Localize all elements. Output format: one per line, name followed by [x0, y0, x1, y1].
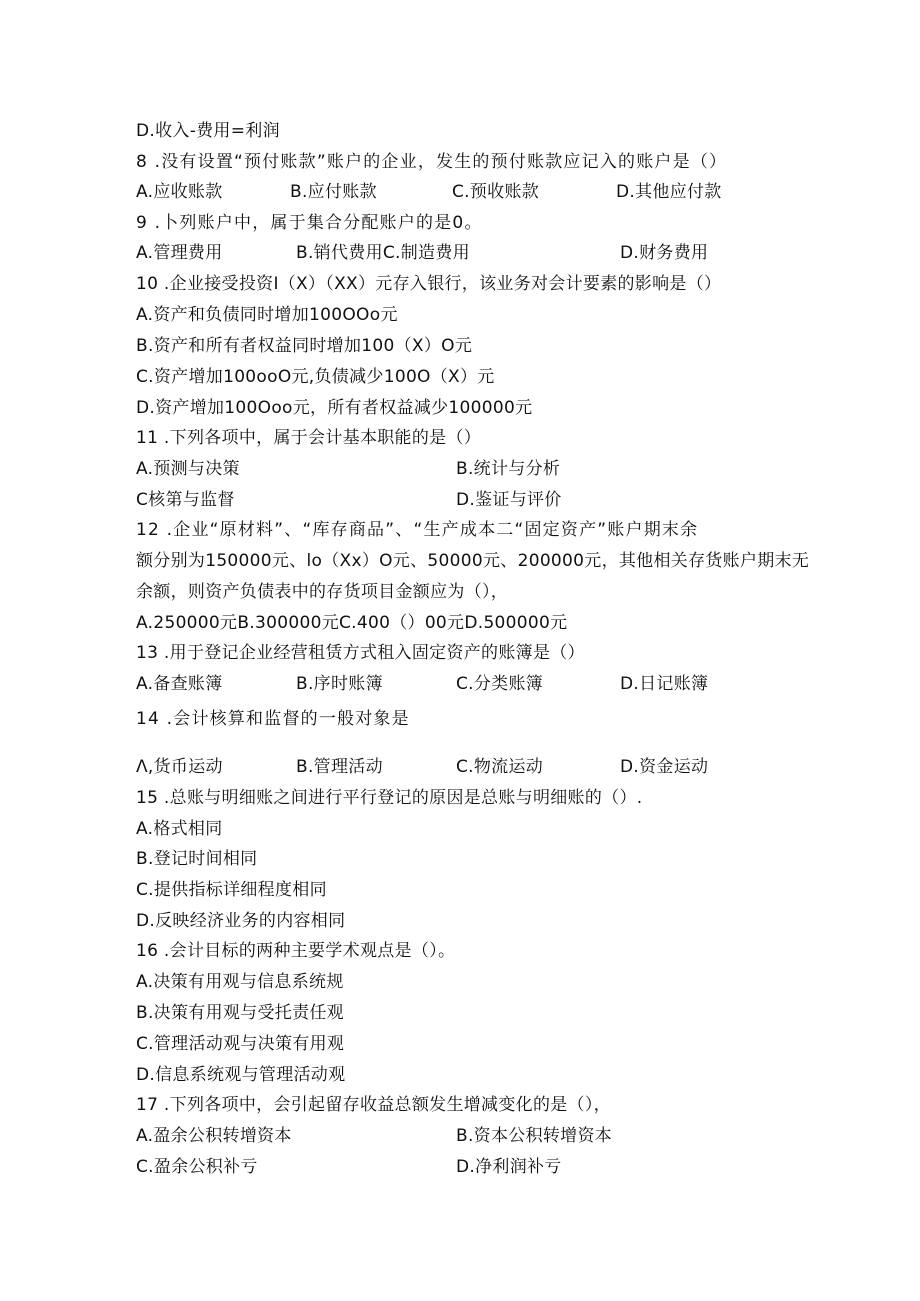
- q13-question: 13 .用于登记企业经营租赁方式租入固定资产的账簿是（）: [136, 643, 585, 663]
- q14-question: 14 .会计核算和监督的一般对象是: [136, 709, 410, 729]
- q17-option-c: C.盈余公积补亏: [136, 1157, 258, 1177]
- q10-question: 10 .企业接受投资I（X）（XX）元存入银行，该业务对会计要素的影响是（）: [136, 274, 722, 294]
- q13-option-c: C.分类账簿: [456, 674, 544, 694]
- q15-option-a: A.格式相同: [136, 819, 223, 839]
- q15-option-d: D.反映经济业务的内容相同: [136, 911, 346, 931]
- q14-option-a: Λ,货币运动: [136, 757, 223, 777]
- q14-option-b: B.管理活动: [296, 757, 383, 777]
- q16-option-b: B.决策有用观与受托责任观: [136, 1003, 344, 1023]
- q13-option-d: D.日记账簿: [620, 674, 709, 694]
- q10-option-d: D.资产增加100Ooo元，所有者权益减少100000元: [136, 398, 533, 418]
- q9-question: 9 .卜列账户中，属于集合分配账户的是0。: [136, 213, 483, 233]
- q12-question-line-3: 余额，则资产负债表中的存货项目金额应为（），: [136, 582, 509, 602]
- q17-question: 17 .下列各项中，会引起留存收益总额发生增减变化的是（），: [136, 1095, 611, 1115]
- q17-option-d: D.净利润补亏: [456, 1157, 562, 1177]
- q11-option-c: C核第与监督: [136, 490, 235, 510]
- q12-options: A.250000元B.300000元C.400（）00元D.500000元: [136, 613, 568, 633]
- q11-question: 11 .下列各项中，属于会计基本职能的是（）: [136, 428, 482, 448]
- q10-option-c: C.资产增加100ooO元,负债减少100O（X）元: [136, 367, 495, 387]
- q13-option-a: A.备查账簿: [136, 674, 223, 694]
- q7-option-d: D.收入-费用=利润: [136, 121, 280, 141]
- q13-option-b: B.序时账簿: [296, 674, 383, 694]
- q16-option-d: D.信息系统观与管理活动观: [136, 1065, 346, 1085]
- q11-option-a: A.预测与决策: [136, 459, 240, 479]
- q10-option-b: B.资产和所有者权益同时增加100（X）O元: [136, 336, 473, 356]
- q17-option-a: A.盈余公积转增资本: [136, 1126, 292, 1146]
- q15-question: 15 .总账与明细账之间进行平行登记的原因是总账与明细账的（）.: [136, 788, 643, 808]
- q9-option-d: D.财务费用: [620, 243, 709, 263]
- q8-option-b: B.应付账款: [290, 182, 377, 202]
- q16-option-c: C.管理活动观与决策有用观: [136, 1034, 345, 1054]
- q10-option-a: A.资产和负债同时增加100OOo元: [136, 305, 398, 325]
- q11-option-b: B.统计与分析: [456, 459, 561, 479]
- q15-option-c: C.提供指标详细程度相同: [136, 880, 327, 900]
- q12-question-line-2: 额分别为150000元、lo（Xx）O元、50000元、200000元，其他相关存货账户期末无: [136, 551, 810, 571]
- q16-question: 16 .会计目标的两种主要学术观点是（）。: [136, 941, 456, 961]
- q14-option-d: D.资金运动: [620, 757, 709, 777]
- q9-option-a: A.管理费用: [136, 243, 223, 263]
- q8-option-a: A.应收账款: [136, 182, 223, 202]
- q11-option-d: D.鉴证与评价: [456, 490, 562, 510]
- q8-option-c: C.预收账款: [452, 182, 540, 202]
- q14-option-c: C.物流运动: [456, 757, 544, 777]
- q17-option-b: B.资本公积转增资本: [456, 1126, 613, 1146]
- q15-option-b: B.登记时间相同: [136, 849, 258, 869]
- q8-option-d: D.其他应付款: [616, 182, 722, 202]
- q16-option-a: A.决策有用观与信息系统规: [136, 972, 344, 992]
- q8-question: 8 .没有设置“预付账款”账户的企业，发生的预付账款应记入的账户是（）: [136, 152, 728, 172]
- q12-question-line-1: 12 .企业“原材料”、“库存商品”、“生产成本二“固定资产”账户期末余: [136, 520, 699, 540]
- q9-option-b-c: B.销代费用C.制造费用: [296, 243, 470, 263]
